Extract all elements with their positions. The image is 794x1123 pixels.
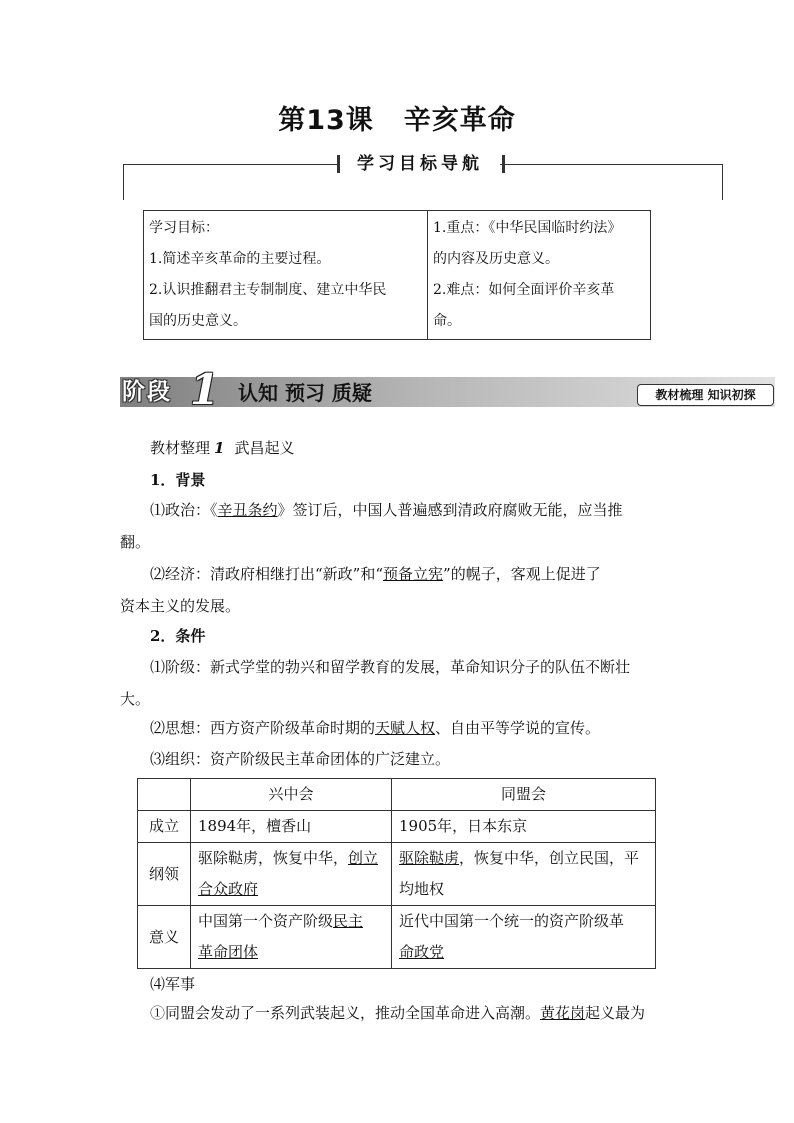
- economy-paragraph: ⑵经济：清政府相继打出“新政”和“预备立宪”的幌子，客观上促进了 资本主义的发展。: [120, 565, 601, 615]
- politics-paragraph: ⑴政治：《辛丑条约》签订后，中国人普遍感到清政府腐败无能，应当推 翻。: [120, 501, 623, 551]
- section-heading: 教材整理 1 武昌起义: [150, 439, 295, 457]
- organizations-table: [137, 778, 656, 969]
- row-label-significance: 意义: [138, 906, 191, 969]
- org-paragraph: ⑶组织：资产阶级民主革命团体的广泛建立。: [150, 750, 451, 768]
- cell-tmh-program: 驱除鞑虏，恢复中华，创立民国，平 均地权: [392, 843, 656, 906]
- objectives-table: [143, 210, 651, 340]
- cell-tmh-founded: 1905年，日本东京: [392, 811, 656, 843]
- objectives-right: 1.重点：《中华民国临时约法》 的内容及历史意义。 2.难点：如何全面评价辛亥革 命。: [428, 211, 651, 340]
- cell-xzh-program: 驱除鞑虏，恢复中华，创立 合众政府: [191, 843, 392, 906]
- cell-xzh-founded: 1894年，檀香山: [191, 811, 392, 843]
- lesson-number: 第13课: [278, 105, 374, 136]
- row-label-program: 纲领: [138, 843, 191, 906]
- conditions-heading: 2．条件: [150, 627, 206, 645]
- nav-label: 学习目标导航: [340, 152, 500, 176]
- stage-label: 阶段: [122, 379, 172, 405]
- nav-rule-left: [123, 164, 124, 200]
- header-xingzhonghui: 兴中会: [191, 779, 392, 811]
- lesson-title: [0, 98, 794, 137]
- stage-number: 1: [190, 365, 220, 414]
- row-label-founded: 成立: [138, 811, 191, 843]
- stage-tag: 教材梳理 知识初探: [637, 384, 774, 406]
- background-heading: 1．背景: [150, 471, 206, 489]
- objectives-left: 学习目标： 1.简述辛亥革命的主要过程。 2.认识推翻君主专制制度、建立中华民 国的历史意义。: [144, 211, 428, 340]
- lesson-name: 辛亥革命: [403, 105, 516, 136]
- header-tongmenghui: 同盟会: [392, 779, 656, 811]
- class-paragraph: ⑴阶级：新式学堂的勃兴和留学教育的发展，革命知识分子的队伍不断壮 大。: [120, 658, 631, 708]
- military-paragraph: ①同盟会发动了一系列武装起义，推动全国革命进入高潮。黄花岗起义最为: [150, 1004, 646, 1022]
- cell-xzh-significance: 中国第一个资产阶级民主 革命团体: [191, 906, 392, 969]
- nav-bar-right: [502, 155, 505, 173]
- military-heading: ⑷军事: [150, 975, 196, 993]
- nav-rule-right: [722, 164, 723, 200]
- thought-paragraph: ⑵思想：西方资产阶级革命时期的天赋人权、自由平等学说的宣传。: [150, 719, 601, 737]
- cell-tmh-significance: 近代中国第一个统一的资产阶级革 命政党: [392, 906, 656, 969]
- stage-title: 认知 预习 质疑: [238, 381, 372, 405]
